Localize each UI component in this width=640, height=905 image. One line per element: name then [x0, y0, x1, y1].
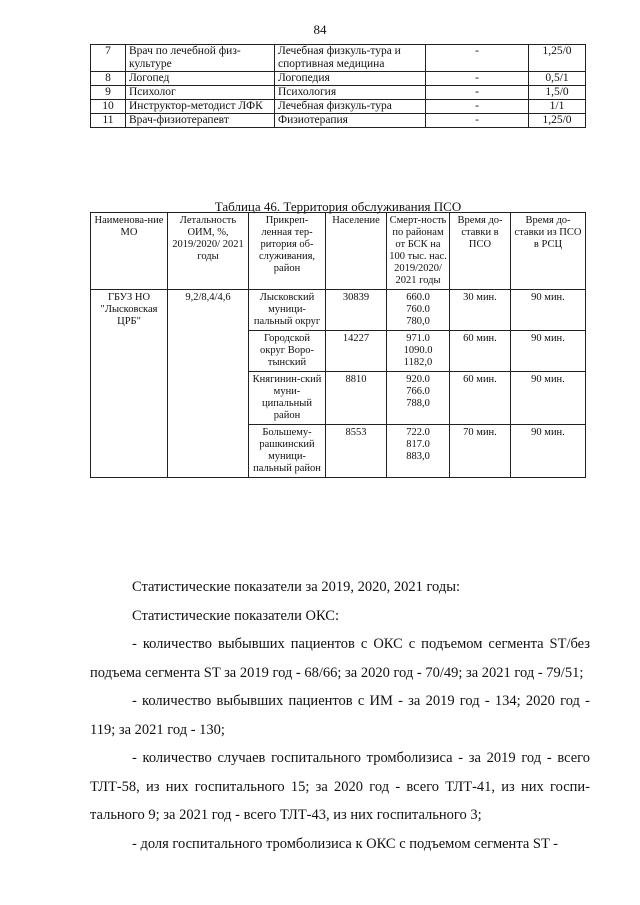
time-to-rsc-cell: 90 мин. [511, 425, 586, 478]
header-population: Население [326, 213, 387, 290]
lethality-cell: 9,2/8,4/4,6 [168, 290, 249, 478]
position-cell: Психолог [126, 86, 275, 100]
mortality-value: 1182,0 [403, 357, 433, 368]
rate-cell: 1,25/0 [529, 114, 586, 128]
mortality-cell [387, 331, 450, 372]
header-mortality: Смерт-ность по районам от БСК на 100 тыс. нас. 2019/2020/ 2021 годы [387, 213, 450, 290]
position-cell: Врач-физиотерапевт [126, 114, 275, 128]
dash-cell: - [426, 100, 529, 114]
mo-name-cell: ГБУЗ НО "Лысковская ЦРБ" [91, 290, 168, 478]
row-number: 9 [91, 86, 126, 100]
table-row [91, 86, 586, 100]
dash-cell: - [426, 114, 529, 128]
paragraph: - количество выбывших пациентов с ОКС с подъемом сегмента ST/без подъема сегмента ST за 2019 год - 68/66; за 2020 год - 70/49; за 2021 год - 79/51; [90, 636, 590, 681]
mortality-value: 660.0 [406, 292, 430, 303]
population-cell: 30839 [326, 290, 387, 331]
table-row [91, 45, 586, 72]
page-number: 84 [313, 22, 327, 37]
mortality-value: 920.0 [406, 374, 430, 385]
population-cell: 14227 [326, 331, 387, 372]
paragraph: Статистические показатели за 2019, 2020, 2021 годы: [132, 579, 461, 595]
position-cell: Логопед [126, 72, 275, 86]
table-row [91, 72, 586, 86]
specialty-cell: Лечебная физкуль-тура и спортивная медицина [275, 45, 426, 72]
table-row [91, 290, 586, 331]
mortality-value: 817.0 [406, 439, 430, 450]
staff-table [90, 44, 586, 128]
table-row [91, 114, 586, 128]
mortality-value: 722.0 [406, 427, 430, 438]
rate-cell: 0,5/1 [529, 72, 586, 86]
paragraph: - количество выбывших пациентов с ИМ - за 2019 год - 134; 2020 год - 119; за 2021 год - 130; [90, 693, 590, 738]
header-territory: Прикреп-ленная тер-ритория об-служивания, район [249, 213, 326, 290]
header-lethality: Летальность ОИМ, %, 2019/2020/ 2021 годы [168, 213, 249, 290]
time-to-pso-cell: 60 мин. [450, 331, 511, 372]
mortality-value: 780,0 [406, 316, 430, 327]
body-text [90, 573, 590, 858]
header-time-to-pso: Время до-ставки в ПСО [450, 213, 511, 290]
table-caption: Таблица 46. Территория обслуживания ПСО [214, 199, 462, 214]
mortality-value: 760.0 [406, 304, 430, 315]
specialty-cell: Физиотерапия [275, 114, 426, 128]
dash-cell: - [426, 86, 529, 100]
population-cell: 8553 [326, 425, 387, 478]
row-number: 11 [91, 114, 126, 128]
row-number: 8 [91, 72, 126, 86]
territory-cell: Княгинин-ский муни-ципальный район [249, 372, 326, 425]
paragraph: Статистические показатели ОКС: [132, 607, 340, 624]
header-row [91, 213, 586, 290]
mortality-value: 1090.0 [403, 345, 433, 356]
population-cell: 8810 [326, 372, 387, 425]
mortality-cell [387, 290, 450, 331]
row-number: 7 [91, 45, 126, 72]
dash-cell: - [426, 72, 529, 86]
time-to-pso-cell: 60 мин. [450, 372, 511, 425]
rate-cell: 1/1 [529, 100, 586, 114]
table-row [91, 100, 586, 114]
territory-cell: Городской округ Воро-тынский [249, 331, 326, 372]
rate-cell: 1,5/0 [529, 86, 586, 100]
position-cell: Инструктор-методист ЛФК [126, 100, 275, 114]
time-to-rsc-cell: 90 мин. [511, 372, 586, 425]
mortality-value: 971.0 [406, 333, 430, 344]
time-to-rsc-cell: 90 мин. [511, 331, 586, 372]
pso-territory-table [90, 212, 586, 478]
time-to-pso-cell: 30 мин. [450, 290, 511, 331]
specialty-cell: Лечебная физкуль-тура [275, 100, 426, 114]
dash-cell: - [426, 45, 529, 72]
header-mo: Наименова-ние МО [91, 213, 168, 290]
territory-cell: Лысковский муници-пальный округ [249, 290, 326, 331]
header-time-to-rsc: Время до-ставки из ПСО в РСЦ [511, 213, 586, 290]
paragraph: - количество случаев госпитального тромболизиса - за 2019 год - всего ТЛТ-58, из них госпитального 15; за 2020 год - всего ТЛТ-41, из них госпи-тального 9; за 2021 год - всего ТЛТ-43, из них госпитального 3; [90, 750, 590, 823]
row-number: 10 [91, 100, 126, 114]
specialty-cell: Психология [275, 86, 426, 100]
specialty-cell: Логопедия [275, 72, 426, 86]
mortality-cell [387, 425, 450, 478]
time-to-rsc-cell: 90 мин. [511, 290, 586, 331]
mortality-cell [387, 372, 450, 425]
mortality-value: 883,0 [406, 451, 430, 462]
paragraph: - доля госпитального тромболизиса к ОКС с подъемом сегмента ST - [132, 835, 559, 852]
time-to-pso-cell: 70 мин. [450, 425, 511, 478]
mortality-value: 788,0 [406, 398, 430, 409]
position-cell: Врач по лечебной физ-культуре [126, 45, 275, 72]
mortality-value: 766.0 [406, 386, 430, 397]
rate-cell: 1,25/0 [529, 45, 586, 72]
territory-cell: Большему-рашкинский муници-пальный район [249, 425, 326, 478]
